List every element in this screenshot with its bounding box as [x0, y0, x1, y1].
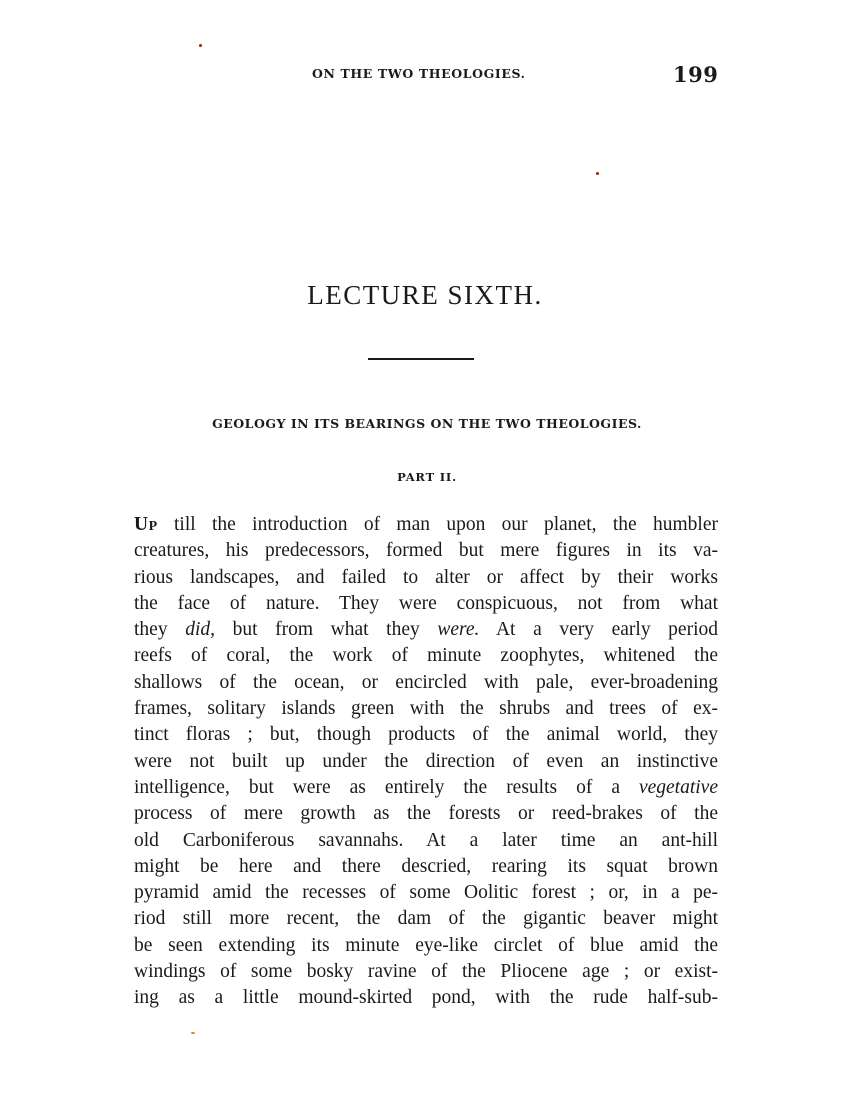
part-label: PART II. — [397, 470, 457, 484]
text-line: Up till the introduction of man upon our planet, the humbler — [134, 514, 718, 535]
text-line: might be here and there descried, rearing its squat brown — [134, 855, 718, 877]
ink-speck — [596, 172, 599, 175]
text-line: rious landscapes, and failed to alter or affect by their works — [134, 566, 718, 588]
text-line: they did, but from what they were. At a very early period — [134, 619, 718, 641]
text-line: tinct floras ; but, though products of the animal world, they — [134, 724, 718, 746]
text-line: frames, solitary islands green with the shrubs and trees of ex- — [134, 698, 718, 720]
text-line: ing as a little mound-skirted pond, with the rude half-sub- — [134, 987, 718, 1009]
text-line: riod still more recent, the dam of the gigantic beaver might — [134, 908, 718, 930]
italic-text: did — [185, 619, 211, 641]
text-line: be seen extending its minute eye-like circlet of blue amid the — [134, 934, 718, 956]
text-line: creatures, his predecessors, formed but mere figures in its va- — [134, 540, 718, 562]
ink-speck — [191, 1032, 195, 1034]
title-divider — [368, 358, 474, 360]
text-line: reefs of coral, the work of minute zoophytes, whitened the — [134, 645, 718, 667]
page-number: 199 — [673, 62, 719, 87]
ink-speck — [199, 44, 202, 47]
text-line: intelligence, but were as entirely the results of a vegetative — [134, 776, 718, 798]
drop-word: Up — [134, 514, 158, 535]
italic-text: were. — [437, 619, 480, 641]
text-line: shallows of the ocean, or encircled with pale, ever-broadening — [134, 671, 718, 693]
text-line: process of mere growth as the forests or reed-brakes of the — [134, 803, 718, 825]
text-line: pyramid amid the recesses of some Oolitic forest ; or, in a pe- — [134, 882, 718, 904]
running-head: ON THE TWO THEOLOGIES. — [312, 66, 526, 81]
lecture-subtitle: GEOLOGY IN ITS BEARINGS ON THE TWO THEOLOGIES. — [212, 416, 642, 431]
italic-text: vegetative — [638, 776, 718, 798]
text-line: windings of some bosky ravine of the Pliocene age ; or exist- — [134, 961, 718, 983]
text-line: old Carboniferous savannahs. At a later time an ant-hill — [134, 829, 718, 851]
text-line: were not built up under the direction of even an instinctive — [134, 750, 718, 772]
body-text — [134, 512, 718, 1012]
text-line: the face of nature. They were conspicuous, not from what — [134, 592, 718, 614]
lecture-title: LECTURE SIXTH. — [307, 280, 543, 310]
